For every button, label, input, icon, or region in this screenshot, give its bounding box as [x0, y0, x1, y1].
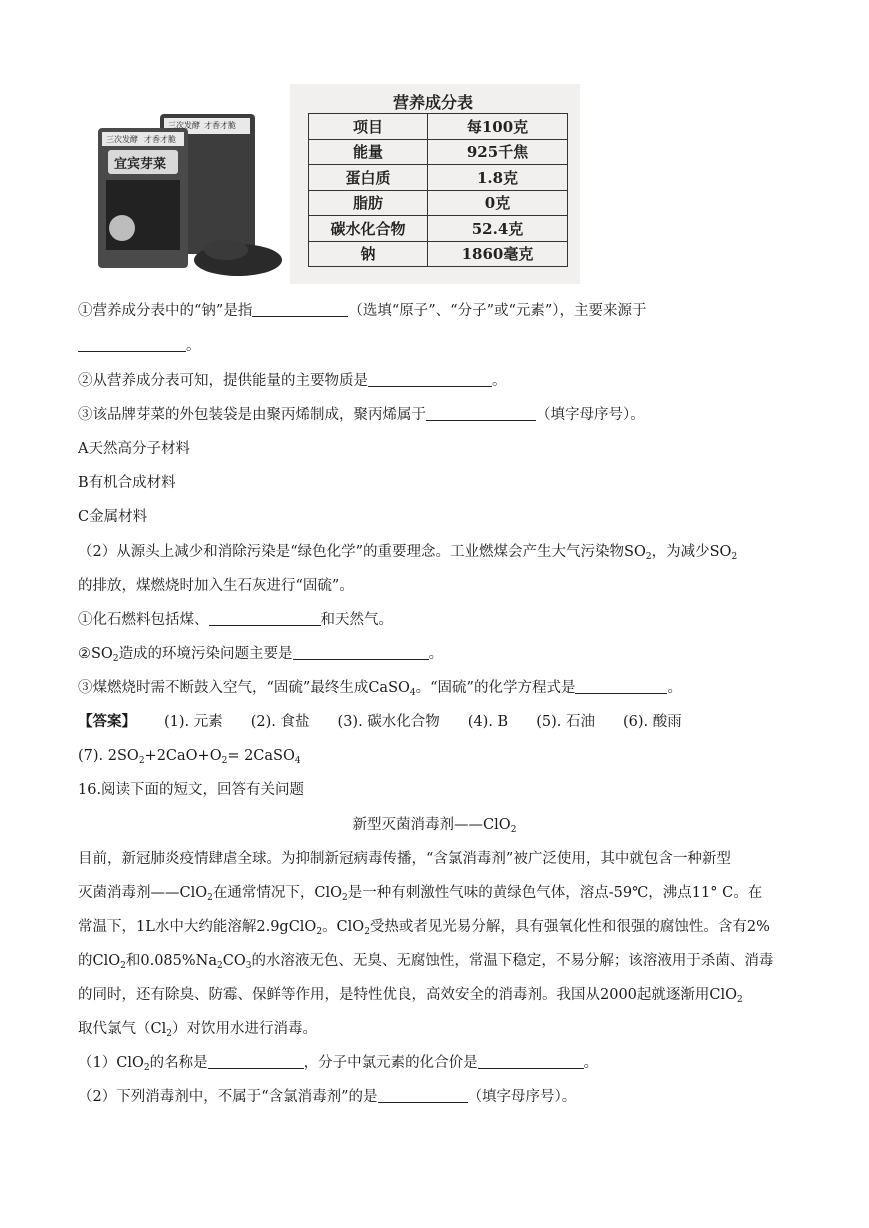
- question-text: ②从营养成分表可知，提供能量的主要物质是: [78, 373, 368, 389]
- subscript: 4: [409, 688, 416, 698]
- subscript: 2: [645, 552, 652, 562]
- article-paragraph-line: [78, 917, 770, 937]
- table-cell: 钠: [309, 241, 428, 267]
- table-cell: 碳水化合物: [309, 216, 428, 242]
- answer-item: (2). 食盐: [250, 714, 310, 730]
- subscript: 2: [731, 552, 738, 562]
- answer-blank[interactable]: [575, 679, 667, 694]
- question-energy: [78, 371, 507, 391]
- article-text: 和0.085%Na: [125, 953, 217, 969]
- article-text: 取代氯气（Cl: [78, 1021, 167, 1037]
- article-title: [0, 815, 869, 835]
- article-text: 常温下，1L水中大约能溶解2.9gClO: [78, 919, 317, 935]
- table-cell: 0克: [428, 190, 568, 216]
- table-row: [309, 241, 568, 267]
- question-text: （2）从源头上减少和消除污染是“绿色化学”的重要理念。工业燃煤会产生大气污染物SO: [78, 544, 646, 560]
- answer-blank[interactable]: [378, 1088, 468, 1103]
- table-row: [309, 139, 568, 165]
- question-text: （填字母序号）。: [536, 407, 645, 423]
- option-a: A天然高分子材料: [78, 441, 190, 457]
- subscript: 2: [737, 995, 743, 1005]
- article-text: CO: [222, 953, 246, 969]
- answer-item: (1). 元素: [164, 714, 223, 730]
- article-paragraph-line: [78, 883, 762, 903]
- answer-blank[interactable]: [426, 406, 536, 421]
- answer-blank[interactable]: [293, 645, 429, 660]
- answer-equation: [78, 746, 301, 766]
- table-cell: 项目: [309, 114, 428, 140]
- subscript: 2: [112, 654, 119, 664]
- answer-line: [78, 712, 682, 732]
- question-text: ，为减少SO: [651, 544, 732, 560]
- subscript: 2: [221, 756, 228, 766]
- table-cell: 能量: [309, 139, 428, 165]
- back-brand-right-text: 才香才脆: [204, 121, 236, 130]
- answer-item: (6). 酸雨: [622, 714, 682, 730]
- subscript: 2: [216, 961, 223, 971]
- question-text: 。“固硫”的化学方程式是: [415, 680, 576, 696]
- table-header-row: [309, 114, 568, 140]
- question-text: （选填“原子”、“分子”或“元素”），主要来源于: [348, 303, 647, 319]
- subscript: 2: [207, 893, 213, 903]
- question-text: ②SO: [78, 646, 113, 662]
- question-not-chlorine: [78, 1087, 576, 1107]
- nutrition-table-title: 营养成分表: [392, 93, 473, 112]
- article-paragraph-line: [78, 951, 773, 971]
- answer-blank[interactable]: [78, 337, 186, 352]
- question-text: 。: [667, 680, 682, 696]
- answer-label: 【答案】: [78, 713, 136, 730]
- article-text: ）对饮用水进行消毒。: [171, 1021, 317, 1037]
- article-paragraph-line: [78, 985, 743, 1005]
- question-text: 。: [428, 646, 444, 662]
- answer-item: (5). 石油: [536, 714, 595, 730]
- title-text: 新型灭菌消毒剂——ClO: [352, 817, 511, 833]
- article-text: 是一种有刺激性气味的黄绿色气体，溶点-59℃，沸点11° C。在: [347, 885, 763, 901]
- table-cell: 蛋白质: [309, 165, 428, 191]
- subscript: 2: [143, 1063, 150, 1073]
- article-text: 的水溶液无色、无臭、无腐蚀性，常温下稳定，不易分解；该溶液用于杀菌、消毒: [251, 953, 774, 969]
- question-sodium: [78, 301, 647, 321]
- subscript: 2: [341, 893, 348, 903]
- table-cell: 脂肪: [309, 190, 428, 216]
- question-16-heading: 16.阅读下面的短文，回答有关问题: [78, 782, 305, 798]
- brand-right-text: 才香才脆: [144, 135, 176, 144]
- table-row: [309, 165, 568, 191]
- option-b: B有机合成材料: [78, 475, 176, 491]
- table-cell: 52.4克: [428, 216, 568, 242]
- article-text: 。ClO: [322, 919, 365, 935]
- question-text: ③该品牌芽菜的外包装袋是由聚丙烯制成，聚丙烯属于: [78, 407, 426, 423]
- subscript: 3: [245, 961, 252, 971]
- nutrition-table: [308, 113, 568, 267]
- subscript: 2: [166, 1029, 172, 1039]
- article-text: 在通常情况下，ClO: [212, 885, 342, 901]
- product-photo: [98, 110, 283, 280]
- table-cell: 1.8克: [428, 165, 568, 191]
- subscript: 2: [364, 927, 370, 937]
- answer-blank[interactable]: [252, 302, 348, 317]
- answer-text: (7). 2SO: [78, 748, 139, 764]
- question-text: （2）下列消毒剂中，不属于“含氯消毒剂”的是: [78, 1089, 378, 1105]
- question-text: 。: [186, 338, 201, 354]
- back-brand-left-text: 三次发酵: [168, 121, 200, 130]
- answer-text: +2CaO+O: [144, 748, 222, 764]
- option-c: C金属材料: [78, 509, 148, 525]
- article-text: 灭菌消毒剂——ClO: [78, 885, 208, 901]
- article-paragraph-line: [78, 1019, 317, 1039]
- question-text: 和天然气。: [320, 612, 393, 628]
- question-so2-pollution: [78, 644, 443, 664]
- table-cell: 每100克: [428, 114, 568, 140]
- question-text: （1）ClO: [78, 1055, 144, 1071]
- question-text: 。: [583, 1055, 599, 1071]
- table-cell: 1860毫克: [428, 241, 568, 267]
- subscript: 2: [510, 825, 517, 835]
- article-text: 的ClO: [78, 953, 121, 969]
- article-text: 受热或者见光易分解，具有强氧化性和很强的腐蚀性。含有2%: [369, 919, 770, 935]
- answer-blank[interactable]: [209, 611, 321, 626]
- product-name-text: 宜宾芽菜: [114, 157, 167, 172]
- question-text: 的名称是: [149, 1055, 208, 1071]
- question-polypropylene: [78, 405, 645, 425]
- answer-item: (3). 碳水化合物: [337, 714, 440, 730]
- article-text: 的同时，还有除臭、防霉、保鲜等作用，是特性优良，高效安全的消毒剂。我国从2000起就逐渐用ClO: [78, 987, 738, 1003]
- answer-blank[interactable]: [478, 1054, 584, 1069]
- table-cell: 925千焦: [428, 139, 568, 165]
- question-sodium-source: [78, 336, 201, 356]
- subscript: 2: [120, 961, 126, 971]
- article-paragraph-line: 目前，新冠肺炎疫情肆虐全球。为抑制新冠病毒传播，“含氯消毒剂”被广泛使用，其中就包含一种新型: [78, 851, 731, 867]
- question-fossil-fuel: [78, 610, 393, 630]
- answer-blank[interactable]: [368, 372, 492, 387]
- question-clo2-name: [78, 1053, 598, 1073]
- question-text: 。: [492, 373, 507, 389]
- question-text: 造成的环境污染问题主要是: [118, 646, 293, 662]
- table-row: [309, 216, 568, 242]
- answer-item: (4). B: [467, 714, 509, 730]
- brand-left-text: 三次发酵: [106, 135, 138, 144]
- question-text: ，分子中氯元素的化合价是: [303, 1055, 478, 1071]
- subscript: 4: [294, 756, 301, 766]
- table-row: [309, 190, 568, 216]
- question-text: ③煤燃烧时需不断鼓入空气，“固硫”最终生成CaSO: [78, 680, 410, 696]
- answer-text: = 2CaSO: [227, 748, 295, 764]
- question-text: （填字母序号）。: [467, 1089, 577, 1105]
- question-text: ①营养成分表中的“钠”是指: [78, 303, 253, 319]
- question-equation: [78, 678, 682, 698]
- subscript: 2: [316, 927, 323, 937]
- answer-blank[interactable]: [208, 1054, 304, 1069]
- question-2-intro: [78, 542, 737, 562]
- question-text: ①化石燃料包括煤、: [78, 612, 209, 628]
- question-2-intro-cont: 的排放，煤燃烧时加入生石灰进行“固硫”。: [78, 578, 354, 594]
- pickled-vegetable-package-image: [98, 110, 283, 280]
- subscript: 2: [138, 756, 145, 766]
